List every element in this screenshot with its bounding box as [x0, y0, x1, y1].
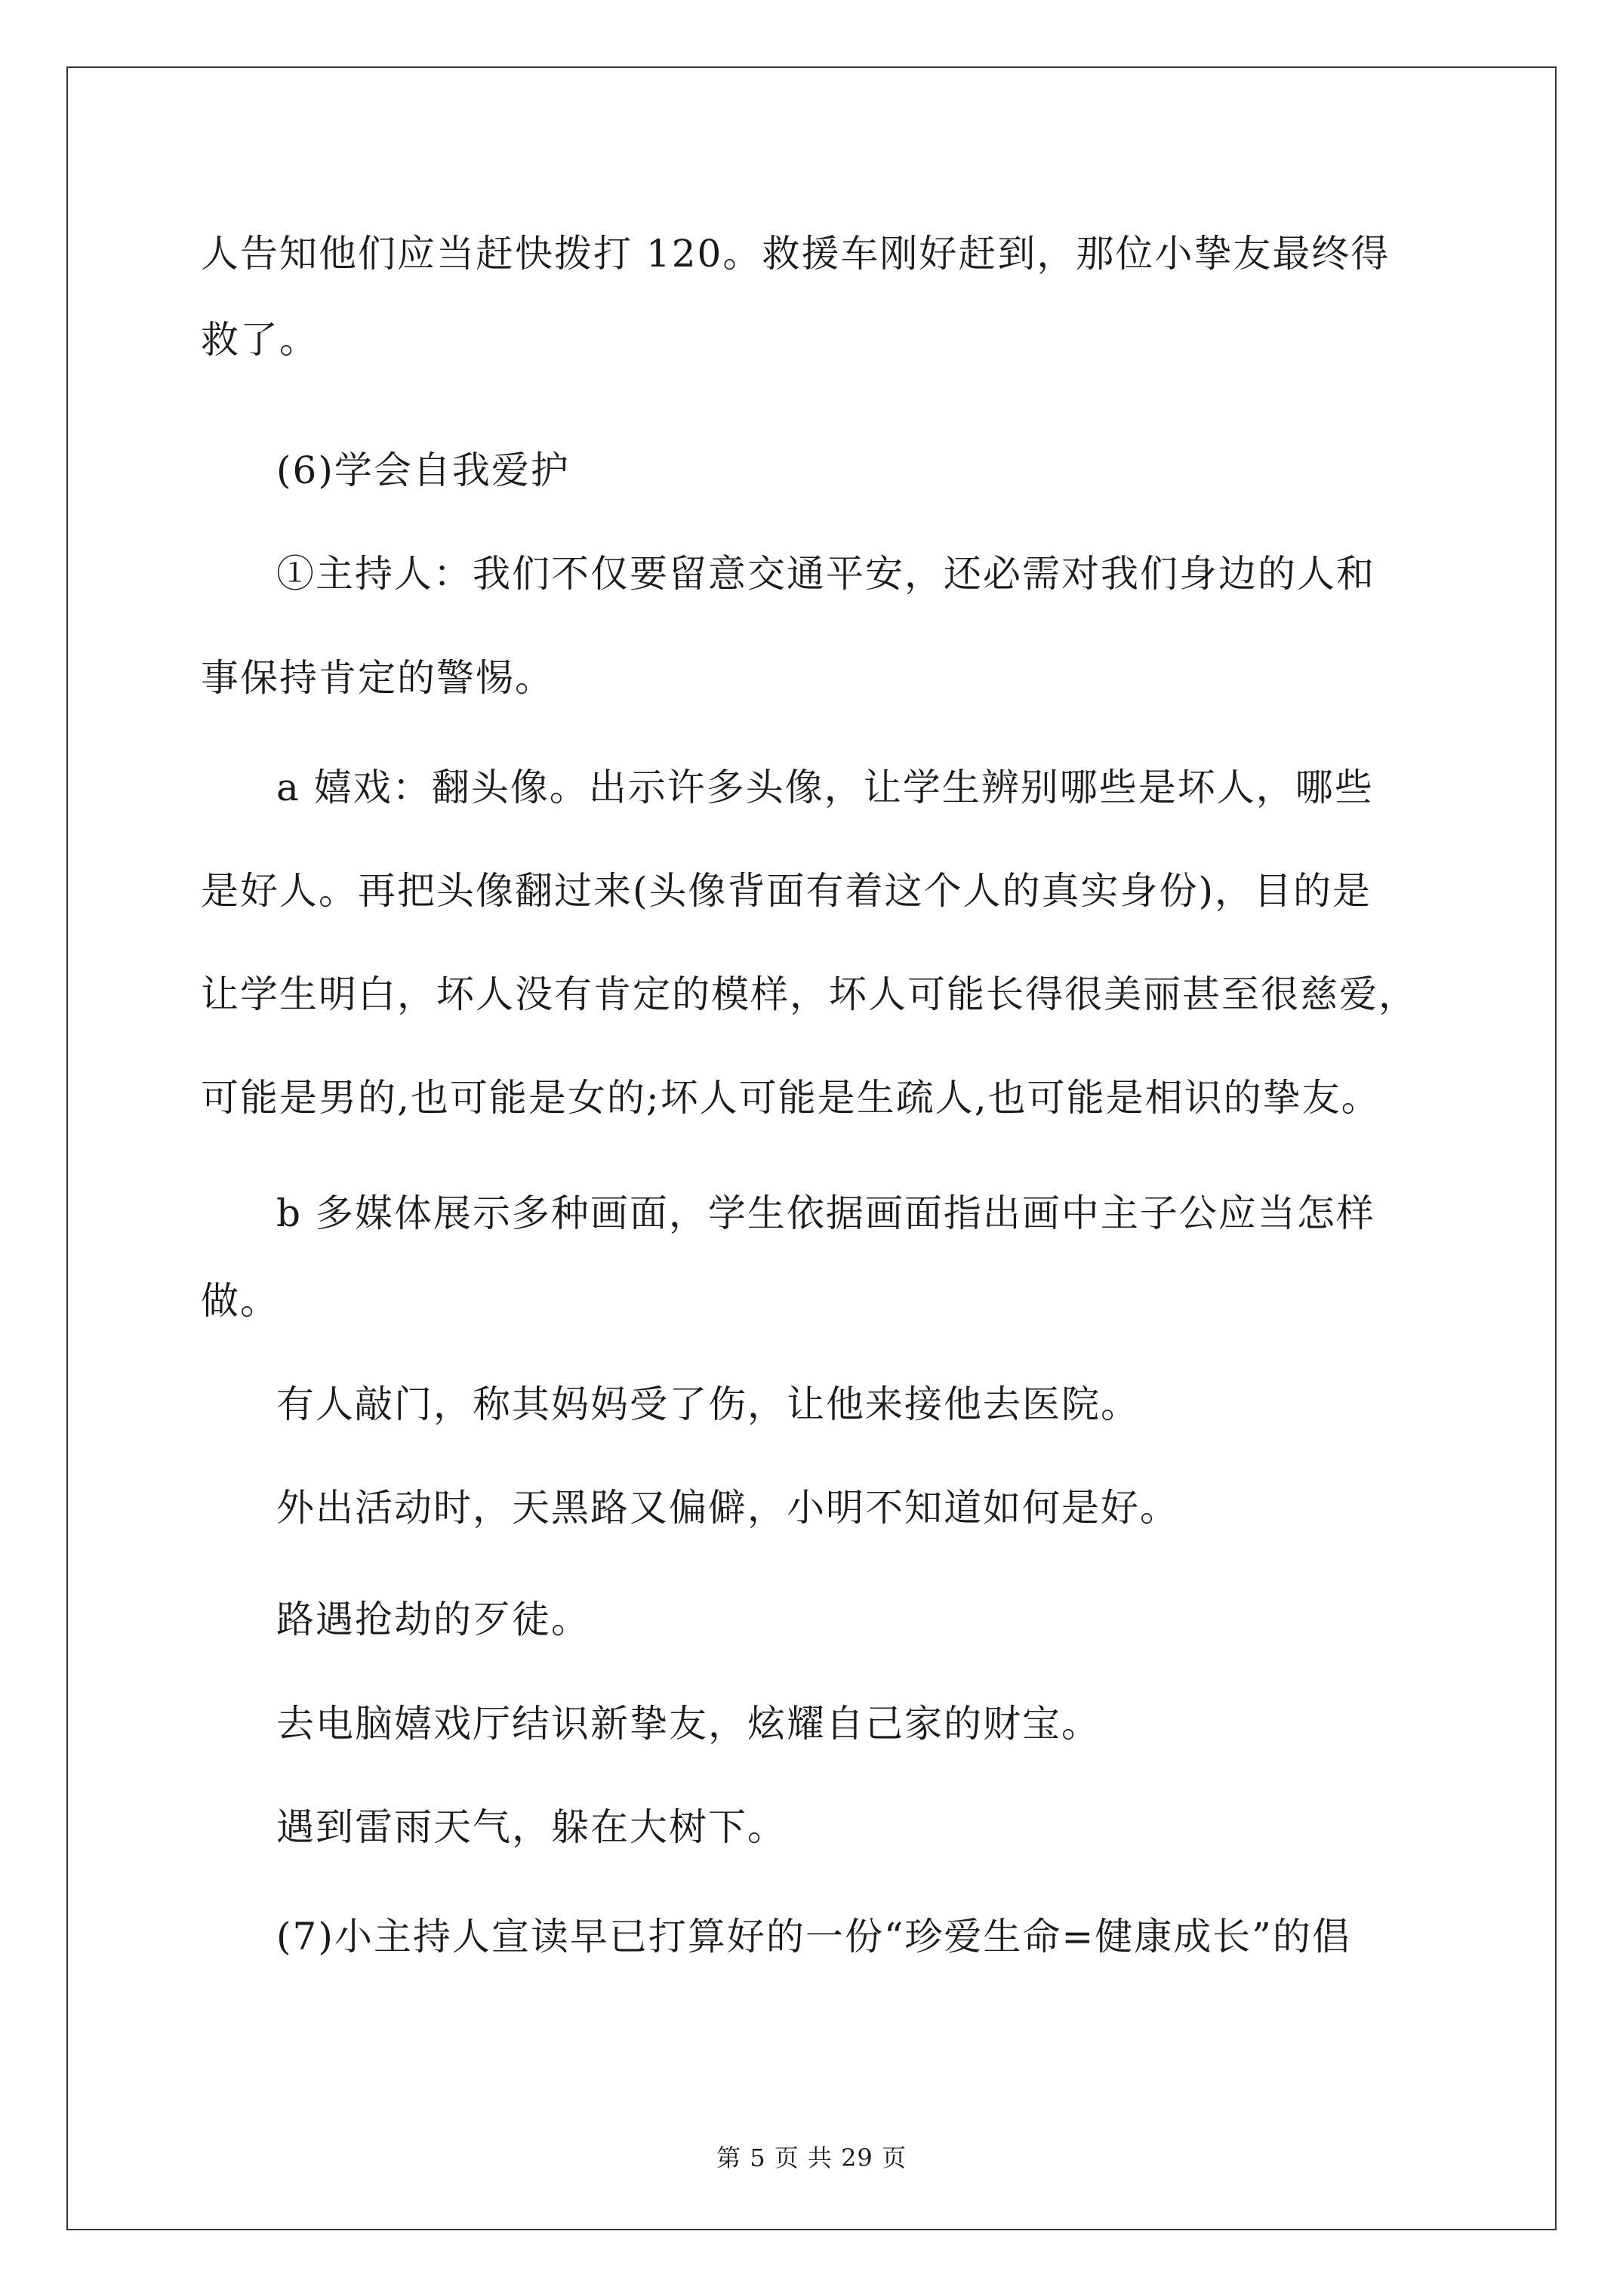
text-line-2: 救了。	[201, 318, 319, 362]
text-line-6: a 嬉戏：翻头像。出示许多头像，让学生辨别哪些是坏人，哪些	[276, 766, 1374, 809]
text-line-14: 路遇抢劫的歹徒。	[276, 1598, 590, 1641]
text-line-9: 可能是男的,也可能是女的;坏人可能是生疏人,也可能是相识的挚友。	[201, 1076, 1381, 1120]
text-line-13: 外出活动时，天黑路又偏僻，小明不知道如何是好。	[276, 1486, 1179, 1530]
text-line-11: 做。	[201, 1279, 279, 1323]
text-line-15: 去电脑嬉戏厅结识新挚友，炫耀自己家的财宝。	[276, 1702, 1101, 1746]
page-border	[66, 66, 1557, 2230]
text-line-12: 有人敲门，称其妈妈受了伤，让他来接他去医院。	[276, 1382, 1140, 1426]
section-heading-6: (6)学会自我爱护	[276, 448, 570, 492]
page-footer: 第 5 页 共 29 页	[716, 2143, 907, 2172]
text-line-1: 人告知他们应当赶快拨打 120。救援车刚好赶到，那位小挚友最终得	[201, 232, 1390, 276]
text-line-8: 让学生明白，坏人没有肯定的模样，坏人可能长得很美丽甚至很慈爱，	[201, 972, 1418, 1016]
text-line-10: b 多媒体展示多种画面，学生依据画面指出画中主子公应当怎样	[276, 1191, 1375, 1235]
text-line-16: 遇到雷雨天气，躲在大树下。	[276, 1805, 787, 1849]
section-heading-7: (7)小主持人宣读早已打算好的一份“珍爱生命=健康成长”的倡	[276, 1915, 1351, 1959]
text-line-4: ①主持人：我们不仅要留意交通平安，还必需对我们身边的人和	[276, 552, 1375, 596]
text-line-7: 是好人。再把头像翻过来(头像背面有着这个人的真实身份)，目的是	[201, 869, 1372, 913]
text-line-5: 事保持肯定的警惕。	[201, 656, 554, 700]
